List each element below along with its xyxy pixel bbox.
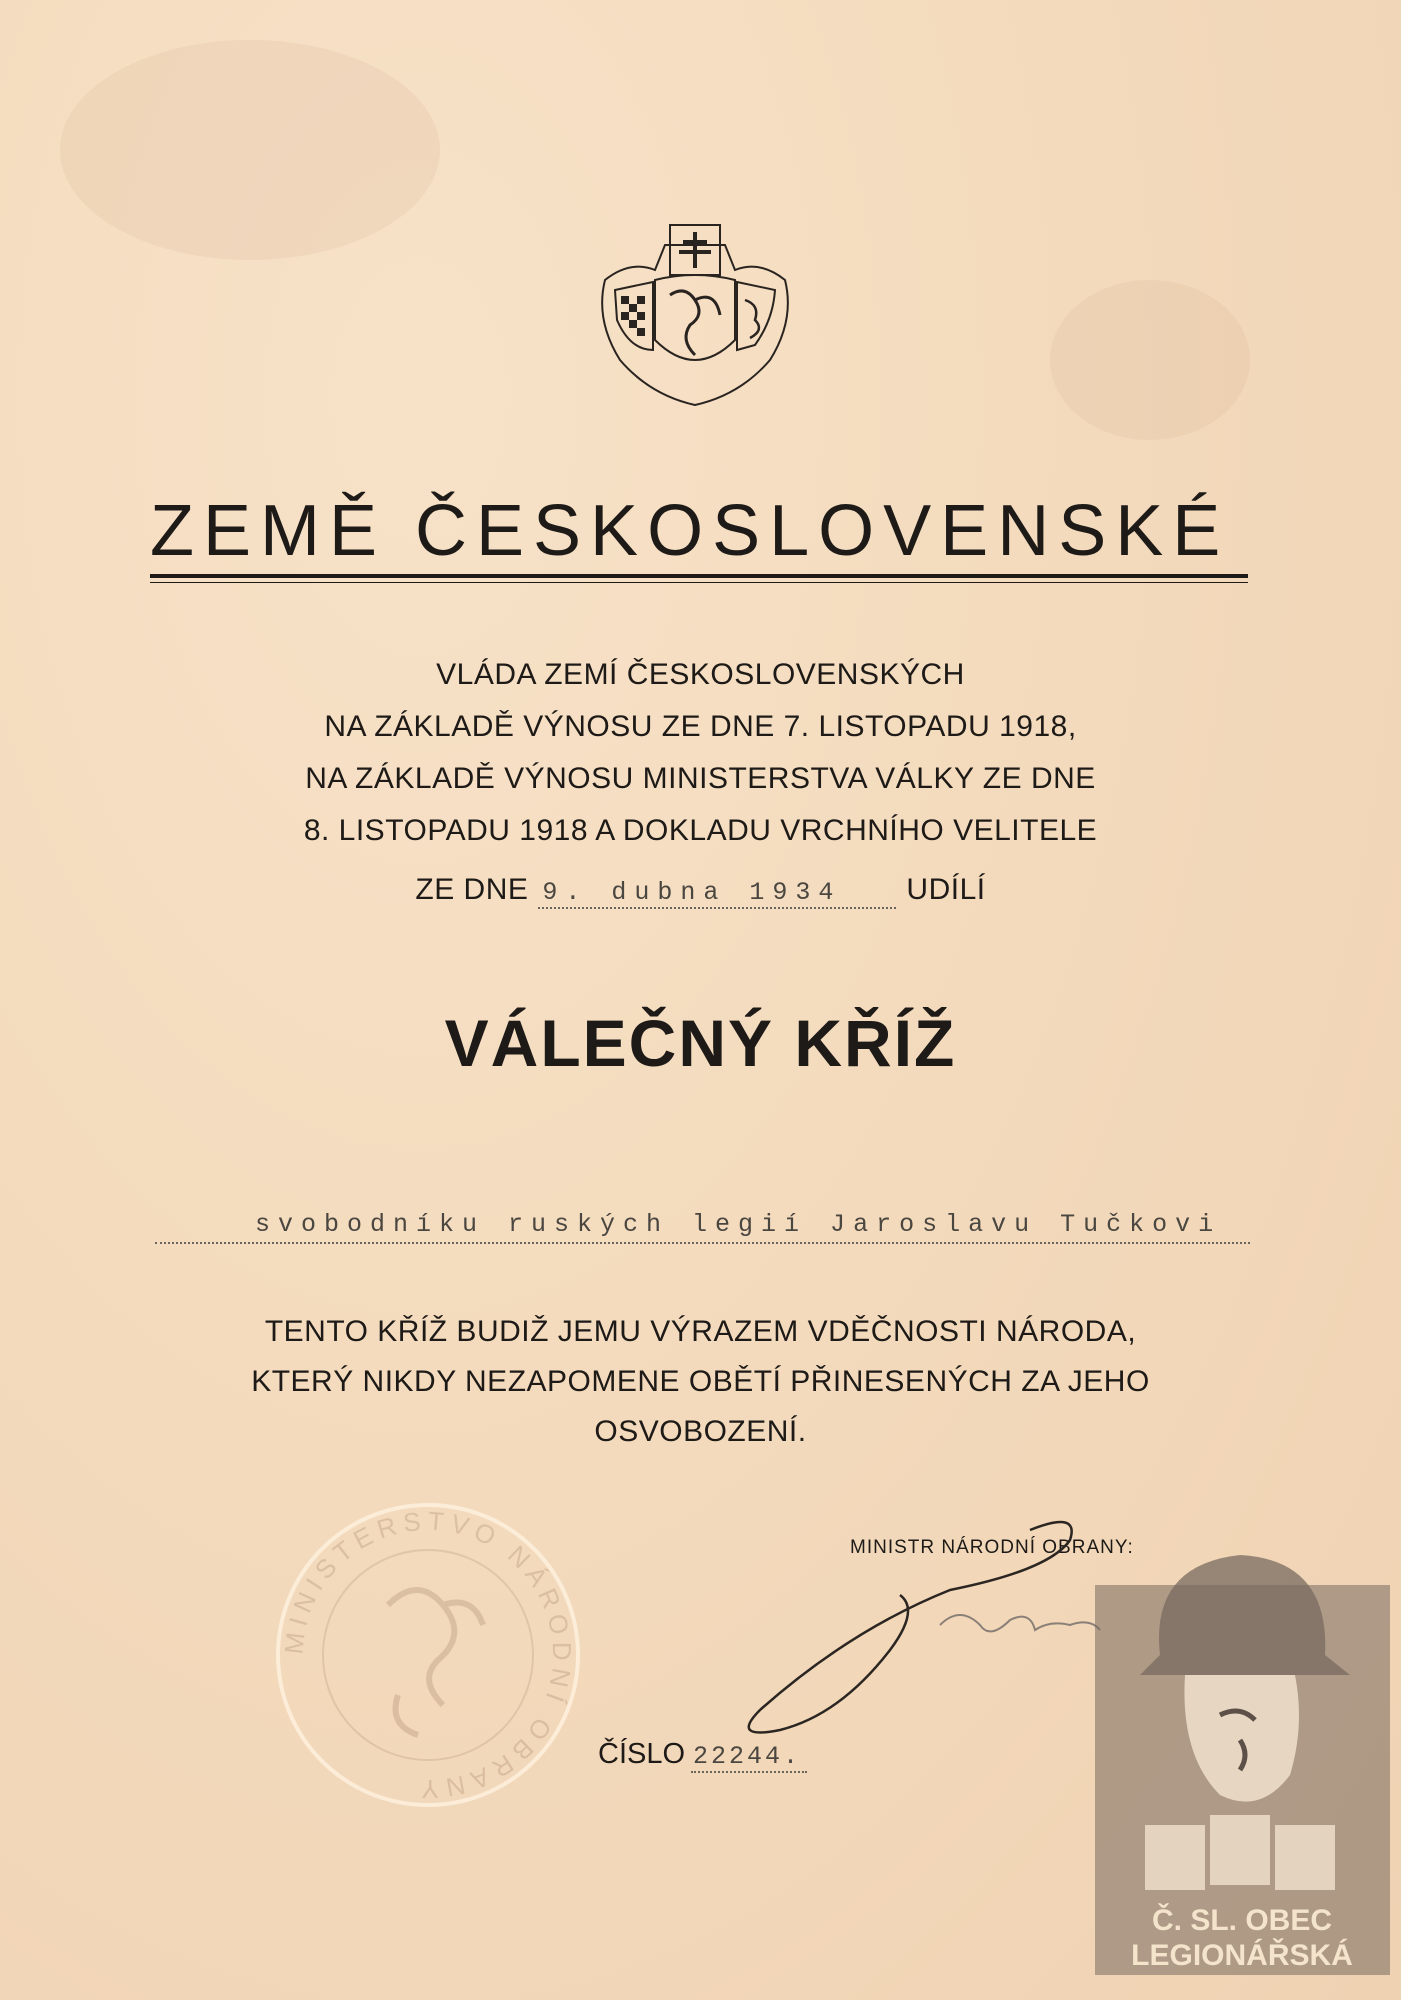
date-suffix: UDÍLÍ (906, 873, 986, 906)
recipient-name: svobodníku ruských legií Jaroslavu Tučkovi (255, 1210, 1222, 1239)
preamble-line-1: VLÁDA ZEMÍ ČESKOSLOVENSKÝCH (436, 658, 965, 691)
preamble-line-2: NA ZÁKLADĚ VÝNOSU ZE DNE 7. LISTOPADU 1918, (324, 710, 1077, 743)
embossed-seal (268, 1495, 588, 1815)
date-prefix: ZE DNE (415, 873, 529, 906)
title-rule-thin (150, 582, 1248, 583)
watermark-line-2: LEGIONÁŘSKÁ (1131, 1939, 1353, 1972)
document-title: ZEMĚ ČESKOSLOVENSKÉ (150, 491, 1230, 571)
preamble-line-4: 8. LISTOPADU 1918 A DOKLADU VRCHNÍHO VELITELE (303, 814, 1098, 847)
paper-stain (60, 40, 440, 260)
signatory-title: MINISTR NÁRODNÍ OBRANY: (850, 1537, 1134, 1558)
number-value: 22244. (691, 1742, 807, 1773)
legion-watermark-logo (1090, 1525, 1395, 1980)
dedication-line-3: OSVOBOZENÍ. (594, 1415, 807, 1448)
watermark-line-1: Č. SL. OBEC (1151, 1904, 1333, 1937)
date-line (0, 873, 1401, 909)
award-name: VÁLEČNÝ KŘÍŽ (444, 1006, 957, 1080)
coat-of-arms-emblem (575, 220, 815, 410)
number-label: ČÍSLO (598, 1738, 686, 1770)
dedication-line-2: KTERÝ NIKDY NEZAPOMENE OBĚTÍ PŘINESENÝCH ZA JEHO (251, 1365, 1150, 1398)
number-line (598, 1738, 807, 1771)
paper-stain (1050, 280, 1250, 440)
date-value: 9. dubna 1934 (538, 878, 896, 909)
preamble-line-3: NA ZÁKLADĚ VÝNOSU MINISTERSTVA VÁLKY ZE DNE (305, 762, 1096, 795)
title-rule-thick (150, 574, 1248, 578)
seal-text: MINISTERSTVO NÁRODNÍ OBRANY (278, 1505, 578, 1805)
dedication-line-1: TENTO KŘÍŽ BUDIŽ JEMU VÝRAZEM VDĚČNOSTI NÁRODA, (264, 1315, 1137, 1348)
